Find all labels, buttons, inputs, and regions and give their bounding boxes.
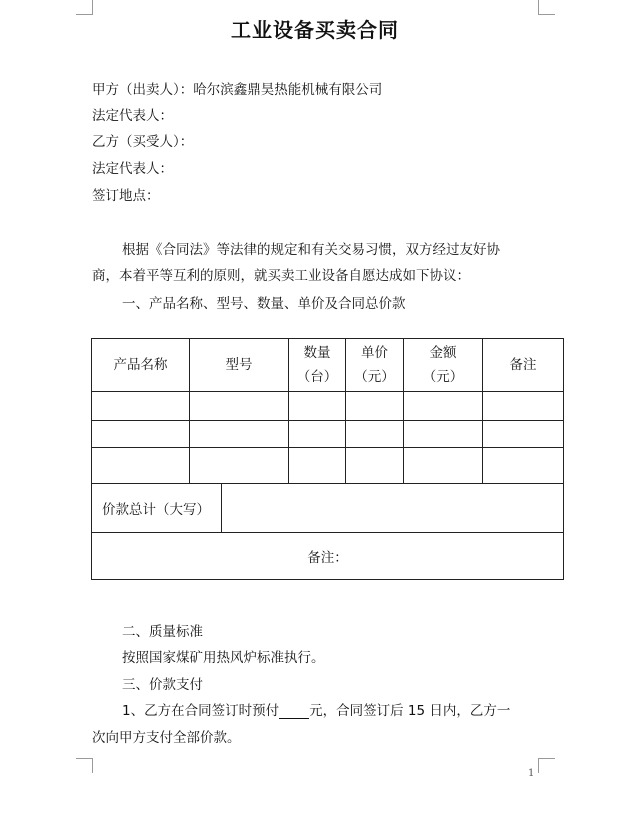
header-product-name: 产品名称 <box>92 339 190 392</box>
party-a-line: 甲方（出卖人）：哈尔滨鑫鼎昊热能机械有限公司 <box>92 82 383 98</box>
table-row <box>92 392 564 421</box>
payment-clause-line-1 <box>122 699 510 719</box>
crop-mark-bottom-right <box>538 758 555 773</box>
section-2-title: 二、质量标准 <box>122 624 203 640</box>
header-amount: 金额 （元） <box>404 339 483 392</box>
intro-line-1: 根据《合同法》等法律的规定和有关交易习惯，双方经过友好协 <box>122 242 500 258</box>
table-row <box>92 448 564 484</box>
prepayment-blank <box>279 703 309 719</box>
document-title: 工业设备买卖合同 <box>231 18 399 42</box>
payment-text-part-1: 1、乙方在合同签订时预付 <box>122 703 280 719</box>
header-quantity: 数量 （台） <box>289 339 346 392</box>
crop-mark-top-left <box>76 0 93 15</box>
payment-text-part-2: 元，合同签订后 15 日内，乙方一 <box>309 703 511 719</box>
intro-line-2: 商，本着平等互利的原则，就买卖工业设备自愿达成如下协议： <box>92 268 470 284</box>
section-3-title: 三、价款支付 <box>122 677 203 693</box>
party-b-representative: 法定代表人： <box>92 161 173 177</box>
signing-place: 签订地点： <box>92 188 160 204</box>
total-price-row <box>92 484 564 533</box>
table-note-label: 备注： <box>92 533 564 580</box>
header-unit-price: 单价 （元） <box>346 339 404 392</box>
product-table <box>91 338 564 580</box>
header-remark: 备注 <box>483 339 564 392</box>
payment-clause-line-2: 次向甲方支付全部价款。 <box>92 730 241 746</box>
crop-mark-bottom-left <box>76 758 93 773</box>
party-a-representative: 法定代表人： <box>92 108 173 124</box>
total-price-value <box>222 484 563 532</box>
table-row <box>92 421 564 448</box>
header-model: 型号 <box>190 339 289 392</box>
section-2-text: 按照国家煤矿用热风炉标准执行。 <box>122 650 325 666</box>
crop-mark-top-right <box>538 0 555 15</box>
total-price-label: 价款总计（大写） <box>92 484 222 532</box>
table-header-row <box>92 339 564 392</box>
table-note-row <box>92 533 564 580</box>
page-number: 1 <box>528 768 535 779</box>
party-b-line: 乙方（买受人）： <box>92 134 194 150</box>
section-1-title: 一、产品名称、型号、数量、单价及合同总价款 <box>122 296 406 312</box>
